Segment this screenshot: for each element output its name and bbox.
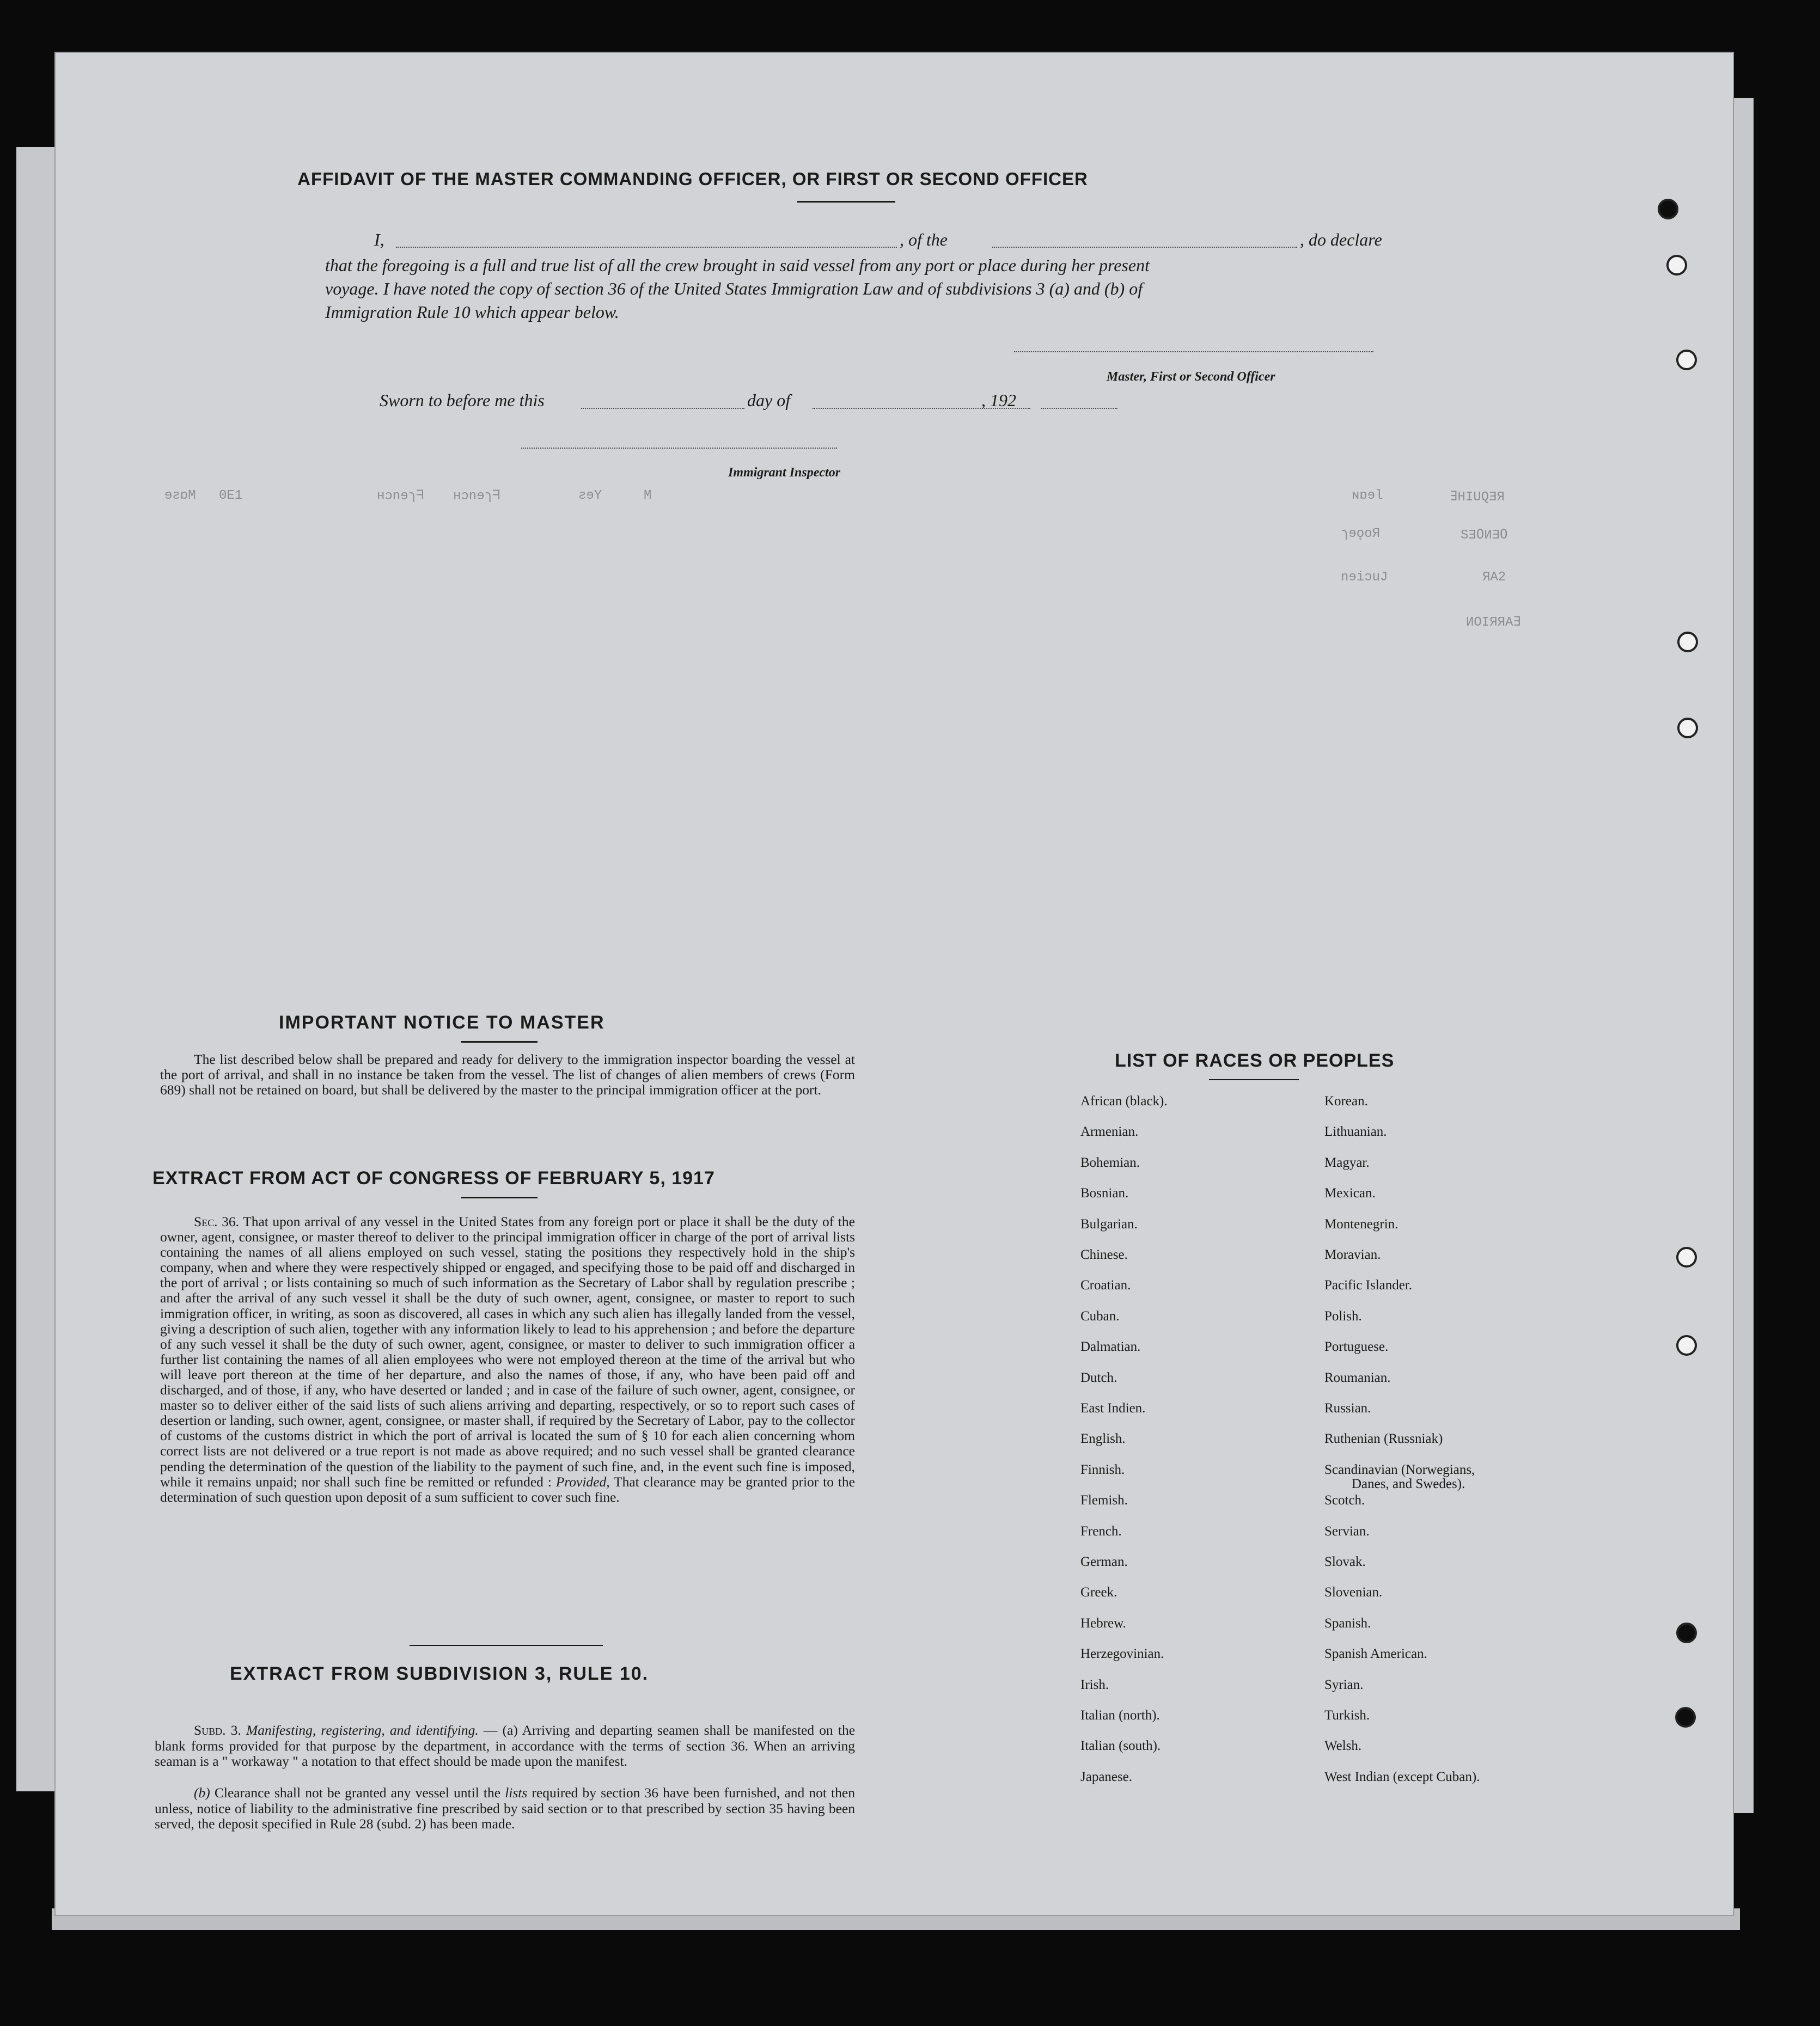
master-signature-field[interactable] <box>1014 351 1373 352</box>
para-b-lists: lists <box>505 1785 528 1801</box>
race-item: Spanish American. <box>1324 1646 1427 1662</box>
inspector-signature-field[interactable] <box>521 448 837 449</box>
race-item: Mexican. <box>1324 1186 1376 1201</box>
binder-hole <box>1677 718 1698 738</box>
races-title: LIST OF RACES OR PEOPLES <box>1115 1050 1395 1071</box>
race-item: French. <box>1080 1523 1122 1539</box>
para-a-text: — (a) Arriving and departing seamen shall be manifested on the blank forms provided for that purpose by the department, in accordance with the terms of section 36. When an arriving seaman is a " workaway " a notation to that effect should be made upon the manifest. <box>155 1722 856 1769</box>
binder-hole <box>1676 350 1697 370</box>
inspector-signature-label: Immigrant Inspector <box>728 466 841 480</box>
race-item: Flemish. <box>1080 1493 1128 1508</box>
extract-act-title: EXTRACT FROM ACT OF CONGRESS OF FEBRUARY 5, 1917 <box>152 1168 715 1189</box>
race-item: Korean. <box>1324 1094 1368 1109</box>
race-item: Irish. <box>1080 1677 1109 1692</box>
races-underline <box>1209 1079 1299 1080</box>
left-paper-strip <box>16 147 56 1791</box>
race-item: Montenegrin. <box>1324 1216 1398 1232</box>
race-item: Scotch. <box>1324 1493 1365 1508</box>
race-item: Greek. <box>1080 1585 1117 1600</box>
race-item: Spanish. <box>1324 1615 1371 1631</box>
race-item: Italian (south). <box>1080 1739 1161 1754</box>
race-scandinavian-cont: Danes, and Swedes). <box>1352 1477 1465 1491</box>
race-item: Armenian. <box>1080 1124 1139 1140</box>
race-item: Dutch. <box>1080 1370 1117 1385</box>
extract-act-text <box>160 1214 855 1505</box>
race-item: Bosnian. <box>1080 1186 1129 1201</box>
race-item: Slovenian. <box>1324 1585 1383 1600</box>
race-item: Moravian. <box>1324 1247 1381 1262</box>
extract-rule-title: EXTRACT FROM SUBDIVISION 3, RULE 10. <box>230 1663 649 1684</box>
race-item: Finnish. <box>1080 1462 1125 1477</box>
sworn-year-field[interactable] <box>1041 408 1117 409</box>
para-b-rest: required by section 36 have been furnished, and not then unless, notice of liability to the administrative fine prescribed by said section or to that prescribed by section 35 having been served, the deposit specified in Rule 28 (subd. 2) has been made. <box>155 1785 856 1832</box>
subd-heading: Manifesting, registering, and identifying. <box>246 1722 479 1738</box>
binder-hole <box>1676 1335 1697 1356</box>
race-item: Japanese. <box>1080 1769 1133 1784</box>
race-item: Bohemian. <box>1080 1155 1140 1170</box>
vessel-name-field[interactable] <box>992 247 1297 248</box>
binder-hole <box>1658 199 1678 219</box>
race-item: English. <box>1080 1431 1126 1447</box>
affidavit-line3: voyage. I have noted the copy of section 36 of the United States Immigration Law and of subdivisions 3 (a) and (b) of <box>325 279 1143 298</box>
extract-act-underline <box>461 1197 538 1198</box>
binder-hole <box>1677 632 1698 652</box>
race-item: Croatian. <box>1080 1278 1131 1293</box>
race-item: Polish. <box>1324 1308 1362 1324</box>
binder-hole <box>1676 1623 1697 1643</box>
section-36-end: That clearance may be granted prior to the determination of such question upon deposit of a sum sufficient to cover such fine. <box>160 1473 855 1505</box>
para-b-text: Clearance shall not be granted any vessel until the <box>214 1785 501 1801</box>
race-item: Russian. <box>1324 1401 1371 1416</box>
race-item: Turkish. <box>1324 1708 1370 1723</box>
affidavit-line2: that the foregoing is a full and true list of all the crew brought in said vessel from any port or place during her present <box>325 255 1150 275</box>
binder-hole <box>1676 1247 1697 1268</box>
race-item: West Indian (except Cuban). <box>1324 1769 1480 1784</box>
year-label: , 192 <box>981 390 1016 410</box>
section-36-body: That upon arrival of any vessel in the United States from any foreign port or place it shall be the duty of the owner, agent, consignee, or master thereof to deliver to the principal immigration officer in charge of the port of arrival lists containing the names of all aliens employed on such vessel, stating the positions they respectively hold in the ship's company, when and where they were respectively shipped or engaged, and specifying those to be paid off and discharged in the port of arrival ; or lists containing so much of such information as the Secretary of Labor shall by regulation prescribe ; and after the arrival of any such vessel it shall be the duty of such owner, agent, consignee, or master to report to such immigration officer, in writing, as soon as discovered, all cases in which any such alien has illegally landed from the vessel, giving a description of such alien, together with any information likely to lead to his apprehension ; and before the departure of any such vessel it shall be the duty of such owner, agent, consignee, or master to deliver to such immigration officer a further list containing the names of all alien employees who were not employed thereon at the time of the arrival but who will leave port thereon at the time of her departure, and also the names of those, if any, who have been paid off and discharged, and of those, if any, who have deserted or landed ; and in case of the failure of such owner, agent, consignee, or master so to deliver either of the said lists of such aliens arriving and departing, respectively, or so to report such cases of desertion or landing, such owner, agent, consignee, or master shall, if required by the Secretary of Labor, pay to the collector of customs of the customs district in which the port of arrival is located the sum of § 10 for each alien concerning whom correct lists are not delivered or a true report is not made as above required; and no such vessel shall be granted clearance pending the determination of the question of the liability to the payment of such fine, and, in the event such fine is imposed, while it remains unpaid; nor shall such fine be remitted or refunded : <box>160 1214 856 1490</box>
document-page: ∃HIUQƎЯ SƎՕИƎՕ ЯA2 ИOIЯЯA∃ ɴɒɘl ɿɘǫoЯ nɘiɔuJ M ƨɘY ʜɔnɘɿᖷ ʜɔnɘɿᖷ 0E1 ɘƨɒM AFFIDAVIT OF THE MASTER COMMANDING OFFICER, OR FIRST OR SECOND OFFICER I, , of the , do declare that the foregoing is a full and true list of all the crew brought in said vessel from any port or place during her present voyage. I have noted the copy of section 36 of the United States Immigration Law and of subdivisions 3 (a) and (b) of Immigration Rule 10 which appear below. Master, First or Second Officer Sworn to before me this day of , 192 Immigrant Inspector IMPORTANT NOTICE TO MASTER The list described below shall be prepared and ready for delivery to the immigration inspector boarding the vessel at the port of arrival, and shall in no instance be taken from the vessel. The list of changes of alien members of crews (Form 689) shall not be retained on board, but shall be delivered by the master to the principal immigration officer at the port. EXTRACT FROM ACT OF CONGRESS OF FEBRUARY 5, 1917 Sec. 36. That upon arrival of any vessel in the United States from any foreign port or place it shall be the duty of the owner, agent, consignee, or master thereof to deliver to the principal immigration officer in charge of the port of arrival lists containing the names of all aliens employed on such vessel, stating the positions they respectively hold in the ship's company, when and where they were respectively shipped or engaged, and specifying those to be paid off and discharged in the port of arrival ; or lists containing so much of such information as the Secretary of Labor shall by regulation prescribe ; and after the arrival of any such vessel it shall be the duty of such owner, agent, consignee, or master to report to such immigration officer, in writing, as soon as discovered, all cases in which any such alien has illegally landed from the vessel, giving a description of such alien, together with any information likely to lead to his apprehension ; and before the departure of any such vessel it shall be the duty of such owner, agent, consignee, or master to deliver to such immigration officer a further list containing the names of all alien employees who were not employed thereon at the time of the arrival but who will leave port thereon at the time of her departure, and also the names of those, if any, who have been paid off and discharged, and of those, if any, who have deserted or landed ; and in case of the failure of such owner, agent, consignee, or master so to deliver either of the said lists of such aliens arriving and departing, respectively, or so to report such cases of desertion or landing, such owner, agent, consignee, or master shall, if required by the Secretary of Labor, pay to the collector of customs of the customs district in which the port of arrival is located the sum of § 10 for each alien concerning whom correct lists are not delivered or a true report is not made as above required; and no such vessel shall be granted clearance pending the determination of the question of the liability to the payment of such fine, and, in the event such fine is imposed, while it remains unpaid; nor shall such fine be remitted or refunded : Provided, That clearance may be granted prior to the determination of such question upon deposit of a sum sufficient to cover such fine. EXTRACT FROM SUBDIVISION 3, RULE 10. Subd. 3. Manifesting, registering, and identifying. — (a) Arriving and departing seamen shall be manifested on the blank forms provided for that purpose by the department, in accordance with the terms of section 36. When an arriving seaman is a " workaway " a notation to that effect should be made upon the manifest. (b) Clearance shall not be granted any vessel until the lists required by section 36 have been furnished, and not then unless, notice of liability to the administrative fine prescribed by said section or to that prescribed by section 35 having been served, the deposit specified in Rule 28 (subd. 2) has been made. LIST OF RACES OR PEOPLES African (black). Armenian. Bohemian. Bosnian. Bulgarian. Chinese. Croatian. Cuban. Dalmatian. Dutch. East Indien. English. Finnish. Flemish. French. German. Greek. Hebrew. Herzegovinian. Irish. Italian (north). Italian (south). Japanese. Korean. Lithuanian. Magyar. Mexican. Montenegrin. Moravian. Pacific Islander. Polish. Portuguese. Roumanian. Russian. Ruthenian (Russniak) Scandinavian (Norwegians, Scotch. Servian. Slovak. Slovenian. Spanish. Spanish American. Syrian. Turkish. Welsh. West Indian (except Cuban). Danes, and Swedes). <box>54 52 1734 1916</box>
race-item: Ruthenian (Russniak) <box>1324 1431 1443 1447</box>
race-item: African (black). <box>1080 1094 1168 1109</box>
race-item: Herzegovinian. <box>1080 1646 1164 1662</box>
para-b-label: (b) <box>194 1785 210 1801</box>
race-item: Welsh. <box>1324 1739 1362 1754</box>
race-item: Chinese. <box>1080 1247 1128 1262</box>
notice-text: The list described below shall be prepared and ready for delivery to the immigration inspector boarding the vessel at the port of arrival, and shall in no instance be taken from the vessel. The list of changes of alien members of crews (Form 689) shall not be retained on board, but shall be delivered by the master to the principal immigration officer at the port. <box>160 1051 855 1098</box>
race-item: Portuguese. <box>1324 1339 1389 1355</box>
affidavit-line1-i: I, <box>374 230 384 249</box>
binder-hole <box>1675 1707 1696 1728</box>
section-label: Sec. 36. <box>194 1214 240 1229</box>
affidavit-of-the: , of the <box>900 230 948 249</box>
race-item: Pacific Islander. <box>1324 1278 1413 1293</box>
provided-word: Provided, <box>555 1473 610 1490</box>
race-item: Bulgarian. <box>1080 1216 1138 1232</box>
race-item: German. <box>1080 1554 1128 1569</box>
rule-para-a <box>155 1723 855 1770</box>
day-of-label: day of <box>747 390 791 410</box>
binder-hole <box>1666 255 1687 276</box>
race-item: Hebrew. <box>1080 1615 1126 1631</box>
race-item: Italian (north). <box>1080 1708 1160 1723</box>
rule-para-b <box>155 1785 855 1832</box>
race-item: East Indien. <box>1080 1401 1146 1416</box>
sworn-label: Sworn to before me this <box>380 390 545 410</box>
race-item: Magyar. <box>1324 1155 1370 1170</box>
title-underline <box>797 201 895 203</box>
race-item: Scandinavian (Norwegians, <box>1324 1462 1475 1477</box>
race-item: Cuban. <box>1080 1308 1120 1324</box>
race-item: Syrian. <box>1324 1677 1364 1692</box>
subd-label: Subd. 3. <box>194 1722 241 1738</box>
sworn-day-field[interactable] <box>581 408 744 409</box>
race-item: Lithuanian. <box>1324 1124 1387 1140</box>
race-item: Servian. <box>1324 1523 1370 1539</box>
notice-title: IMPORTANT NOTICE TO MASTER <box>279 1012 605 1033</box>
master-name-field[interactable] <box>396 247 897 248</box>
race-item: Roumanian. <box>1324 1370 1391 1385</box>
separator-line <box>410 1645 603 1646</box>
affidavit-declare: , do declare <box>1300 230 1382 249</box>
race-item: Dalmatian. <box>1080 1339 1141 1355</box>
affidavit-title: AFFIDAVIT OF THE MASTER COMMANDING OFFICER, OR FIRST OR SECOND OFFICER <box>297 169 1088 189</box>
affidavit-line4: Immigration Rule 10 which appear below. <box>325 302 619 322</box>
notice-underline <box>461 1041 538 1043</box>
race-item: Slovak. <box>1324 1554 1366 1569</box>
master-signature-label: Master, First or Second Officer <box>1107 370 1275 384</box>
